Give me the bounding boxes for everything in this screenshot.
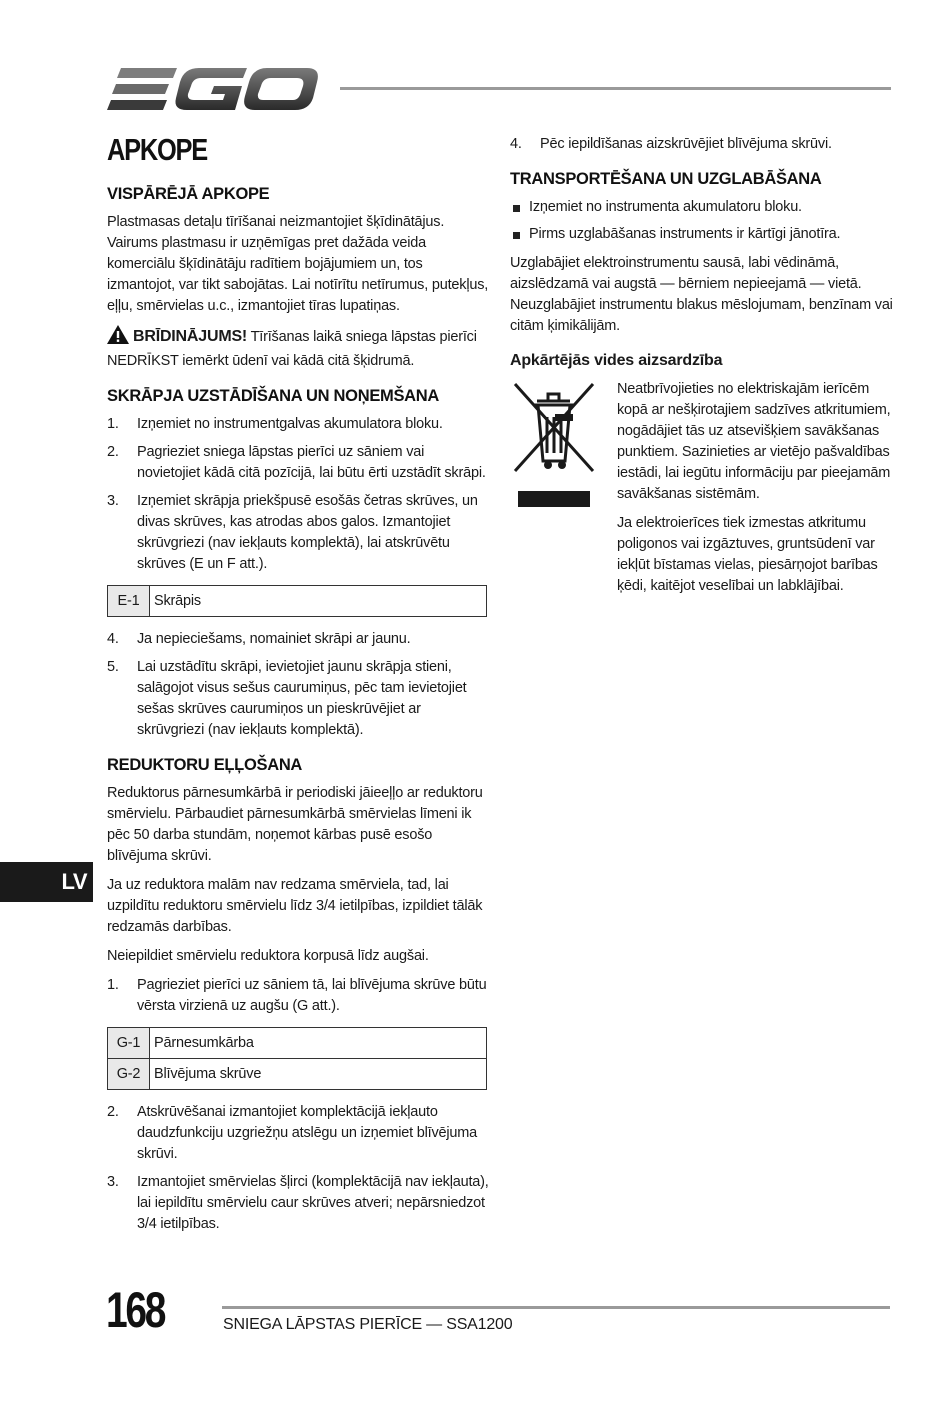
gearbox-text-3: Neiepildiet smērvielu reduktora korpusā līdz augšai. <box>107 948 429 964</box>
warning-label: BRĪDINĀJUMS! <box>133 328 248 345</box>
environment-text-2: Ja elektroierīces tiek izmestas atkritumu poligonos vai izgāztuves, gruntsūdenī var iekļūt bīstamas vielas, piesārņojot barības ķēdi, kaitējot veselībai un labklājībai. <box>617 515 878 594</box>
scraper-heading: SKRĀPJA UZSTĀDĪŠANA UN NOŅEMŠANA <box>107 387 440 405</box>
part-label: Skrāpis <box>150 586 487 617</box>
scraper-steps-b <box>107 629 489 741</box>
warning-paragraph <box>107 325 489 372</box>
language-tab: LV <box>0 862 93 902</box>
part-code: G-2 <box>108 1059 150 1090</box>
ego-logo-mark <box>107 66 319 112</box>
table-row <box>108 1028 487 1059</box>
part-label: Pārnesumkārba <box>150 1028 487 1059</box>
page-title: APKOPE <box>107 132 207 167</box>
part-label: Blīvējuma skrūve <box>150 1059 487 1090</box>
list-item: 4. Ja nepieciešams, nomainiet skrāpi ar jaunu. <box>107 631 411 647</box>
gearbox-steps-a <box>107 975 489 1017</box>
general-maintenance-text: Plastmasas detaļu tīrīšanai neizmantojiet šķīdinātājus. Vairums plastmasu ir uzņēmīgas pret dažāda veida komerciālu šķīdinātāju radītiem bojājumiem un, tos izmantojot, var tikt sabojātas. Lai notīrītu netīrumus, putekļus, eļļu, smērvielas u.c., izmantojiet tīras lupatiņas. <box>107 214 489 314</box>
gearbox-text-1: Reduktorus pārnesumkārbā ir periodiski jāieeļļo ar reduktoru smērvielu. Pārbaudiet pārnesumkārbā smērvielas līmeni ik pēc 50 darba stundām, noņemot kārbas pusē esošo blīvējuma skrūvi. <box>107 785 483 864</box>
gearbox-heading: REDUKTORU EĻĻOŠANA <box>107 756 303 774</box>
environment-text <box>617 379 895 605</box>
footer-title: SNIEGA LĀPSTAS PIERĪCE — SSA1200 <box>223 1316 513 1333</box>
warning-text: Tīrīšanas laikā sniega lāpstas pierīci NEDRĪKST iemērkt ūdenī vai kādā citā šķidrumā. <box>107 329 477 369</box>
ego-logo <box>107 66 319 112</box>
list-item: 3. Izņemiet skrāpja priekšpusē esošās četras skrūves, un divas skrūves, kas atrodas abos galos. Izmantojiet skrūvgriezi (nav iekļauts komplektā), lai atskrūvētu skrūves (E un F att.). <box>107 493 478 572</box>
warning-triangle-icon <box>107 325 129 351</box>
header-rule <box>340 87 891 90</box>
page-number: 168 <box>106 1282 165 1338</box>
table-row <box>108 586 487 617</box>
list-item: Izņemiet no instrumenta akumulatoru bloku. <box>510 197 895 218</box>
scraper-parts-table <box>107 585 487 617</box>
right-column <box>510 134 895 605</box>
list-item: 1. Izņemiet no instrumentgalvas akumulatora bloku. <box>107 416 443 432</box>
list-item: 2. Pagrieziet sniega lāpstas pierīci uz sāniem vai novietojiet kādā citā pozīcijā, lai būtu ērti uzstādīt skrāpi. <box>107 444 486 481</box>
list-item: Pirms uzglabāšanas instruments ir kārtīgi jānotīra. <box>510 224 895 245</box>
footer-rule <box>222 1306 890 1309</box>
crossed-out-wheelie-bin-icon <box>510 379 617 605</box>
environment-section <box>510 379 895 605</box>
left-column <box>107 130 489 1242</box>
transport-bullets <box>510 197 895 245</box>
general-maintenance-heading: VISPĀRĒJĀ APKOPE <box>107 185 270 203</box>
gearbox-text-2: Ja uz reduktora malām nav redzama smērviela, tad, lai uzpildītu reduktoru smērvielu līdz 3/4 ietilpības, izpildiet tālāk redzamās darbības. <box>107 877 483 935</box>
list-item: 4. Pēc iepildīšanas aizskrūvējiet blīvējuma skrūvi. <box>510 136 832 152</box>
part-code: E-1 <box>108 586 150 617</box>
environment-text-1: Neatbrīvojieties no elektriskajām ierīcēm kopā ar nešķirotajiem sadzīves atkritumiem, nogādājiet tās uz atsevišķiem savākšanas punktiem. Sazinieties ar vietējo pašvaldības iestādi, lai iegūtu informāciju par pieejamām savākšanas sistēmām. <box>617 381 891 502</box>
transport-heading: TRANSPORTĒŠANA UN UZGLABĀŠANA <box>510 170 822 188</box>
list-item: 3. Izmantojiet smērvielas šļirci (komplektācijā nav iekļauta), lai iepildītu smērvielu caur skrūves atveri; nepārsniedzot 3/4 ietilpības. <box>107 1174 489 1232</box>
gearbox-parts-table <box>107 1027 487 1090</box>
environment-heading: Apkārtējās vides aizsardzība <box>510 352 723 369</box>
table-row <box>108 1059 487 1090</box>
scraper-steps-a <box>107 414 489 575</box>
list-item: 1. Pagrieziet pierīci uz sāniem tā, lai blīvējuma skrūve būtu vērsta virzienā uz augšu (G att.). <box>107 977 487 1014</box>
gearbox-step-4 <box>510 134 895 155</box>
transport-text: Uzglabājiet elektroinstrumentu sausā, labi vēdināmā, aizslēdzamā vai augstā — bērniem nepieejamā — vietā. Neuzglabājiet instrumentu blakus mēslojumam, benzīnam vai citām ķimikālijām. <box>510 255 893 334</box>
list-item: 2. Atskrūvēšanai izmantojiet komplektācijā iekļauto daudzfunkciju uzgriežņu atslēgu un izņemiet blīvējuma skrūvi. <box>107 1104 478 1162</box>
part-code: G-1 <box>108 1028 150 1059</box>
list-item: 5. Lai uzstādītu skrāpi, ievietojiet jaunu skrāpja stieni, salāgojot visus sešus caurumiņus, pēc tam ievietojiet sešas skrūves caurumiņos un pieskrūvējiet ar skrūvgriezi (nav iekļauts komplektā). <box>107 659 467 738</box>
gearbox-steps-b <box>107 1102 489 1235</box>
